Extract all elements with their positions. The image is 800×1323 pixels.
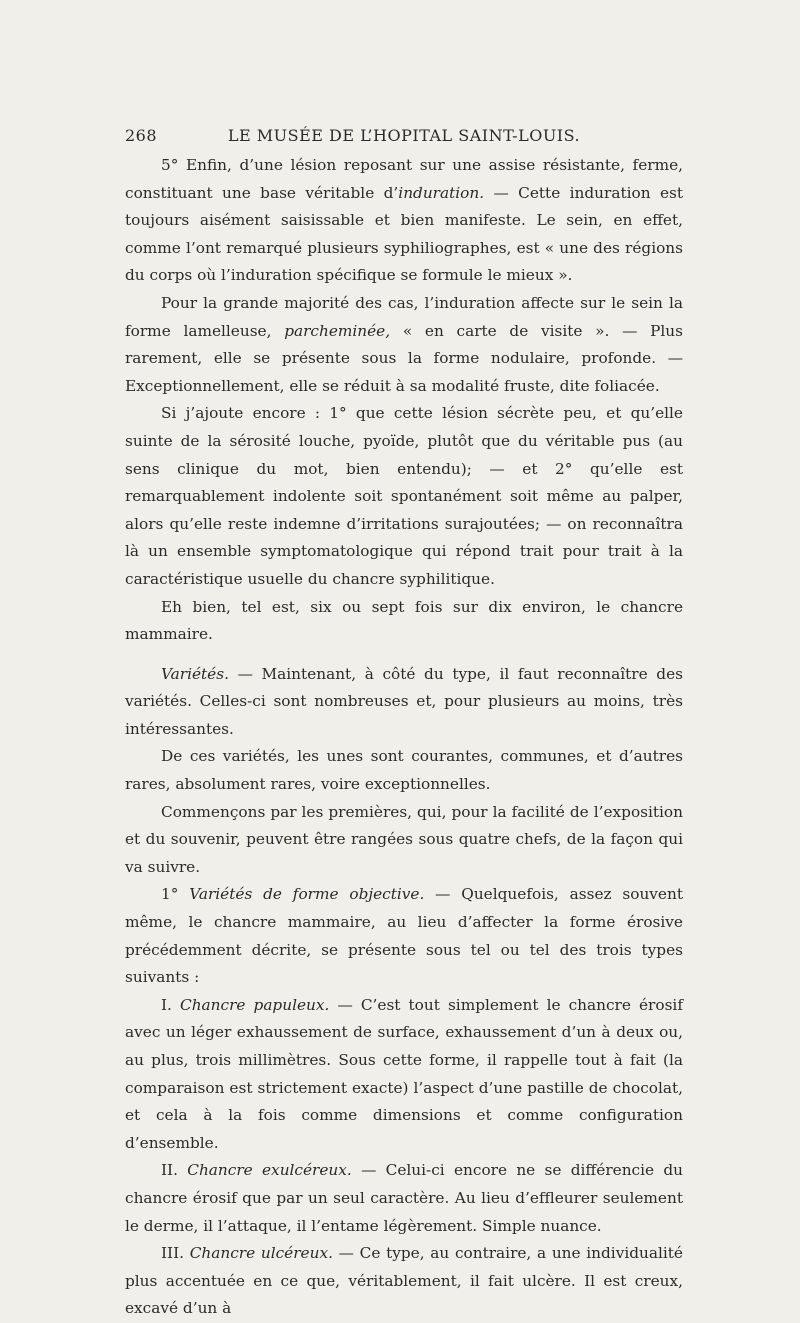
text-run: I. [161, 995, 180, 1014]
paragraph [125, 743, 683, 798]
paragraph [125, 1157, 683, 1240]
text-run: 5° Enfin, d’une lésion reposant sur une assise résistante, ferme, constituant une base véritable d’ [125, 156, 683, 202]
text-run: — Quelquefois, assez souvent même, le chancre mammaire, au lieu d’affecter la forme érosive précédemment décrite, se présente sous tel ou tel des trois types suivants : [125, 885, 683, 987]
paragraph [125, 661, 683, 744]
italic-text: induration. [398, 183, 485, 202]
text-run: De ces variétés, les unes sont courantes, communes, et d’autres rares, absolument rares, voire exceptionnelles. [125, 747, 683, 794]
page-body [125, 152, 683, 1323]
paragraph [125, 799, 683, 882]
paragraph [125, 594, 683, 649]
italic-text: Chancre papuleux. [179, 995, 330, 1014]
text-run: — Celui-ci encore ne se différencie du chancre érosif que par un seul caractère. Au lieu d’effleurer seulement le derme, il l’attaque, il l’entame légèrement. Simple nuance. [125, 1161, 684, 1235]
italic-text: Variétés de forme objective. [189, 885, 425, 904]
paragraph [125, 152, 683, 290]
paragraph [125, 881, 683, 991]
running-title: LE MUSÉE DE L’HOPITAL SAINT-LOUIS. [227, 126, 581, 145]
text-run: — C’est tout simplement le chancre érosif avec un léger exhaussement de surface, exhaussement d’un à deux ou, au plus, trois millimètres. Sous cette forme, il rappelle tout à fait (la comparaison est strictement exacte) l’aspect d’une pastille de chocolat, et cela à la fois comme dimensions et comme configuration d’ensemble. [125, 995, 683, 1152]
paragraph [125, 290, 683, 400]
italic-text: Variétés. [161, 664, 229, 683]
italic-text: Chancre ulcéreux. [189, 1244, 333, 1263]
page-header [125, 126, 683, 150]
text-run: « en carte de visite ». — Plus rarement, elle se présente sous la forme nodulaire, profonde. — Exceptionnellement, elle se réduit à sa modalité fruste, dite foliacée. [125, 321, 683, 395]
italic-text: Chancre exulcéreux. [187, 1161, 352, 1180]
text-run: — Ce type, au contraire, a une individualité plus accentuée en ce que, véritablement, il fait ulcère. Il est creux, excavé d’un à [125, 1244, 683, 1318]
text-run: Si j’ajoute encore : 1° que cette lésion sécrète peu, et qu’elle suinte de la sérosité louche, pyoïde, plutôt que du véritable pus (au sens clinique du mot, bien entendu); — et 2° qu’elle est remarquablement indolente soit spontanément soit même au palper, alors qu’elle reste indemne d’irritations surajoutées; — on reconnaîtra là un ensemble symptomatologique qui répond trait pour trait à la caractéristique usuelle du chancre syphilitique. [125, 404, 683, 588]
text-run: Eh bien, tel est, six ou sept fois sur dix environ, le chancre mammaire. [125, 597, 683, 644]
text-run: II. [161, 1161, 188, 1180]
text-run: — Maintenant, à côté du type, il faut reconnaître des variétés. Celles-ci sont nombreuses et, pour plusieurs au moins, très intéressantes. [125, 664, 683, 738]
italic-text: parcheminée, [284, 321, 391, 340]
paragraph [125, 400, 683, 593]
page-number: 268 [125, 126, 158, 145]
text-run: Commençons par les premières, qui, pour la facilité de l’exposition et du souvenir, peuvent être rangées sous quatre chefs, de la façon qui va suivre. [125, 802, 683, 876]
paragraph [125, 992, 683, 1158]
text-run: — Cette induration est toujours aisément saisissable et bien manifeste. Le sein, en effet, comme l’ont remarqué plusieurs syphiliographes, est « une des régions du corps où l’induration spécifique se formule le mieux ». [125, 183, 683, 285]
paragraph [125, 1240, 683, 1323]
text-run: Pour la grande majorité des cas, l’induration affecte sur le sein la forme lamelleuse, [125, 293, 683, 340]
text-run: 1° [161, 885, 190, 904]
text-run: III. [161, 1244, 190, 1263]
